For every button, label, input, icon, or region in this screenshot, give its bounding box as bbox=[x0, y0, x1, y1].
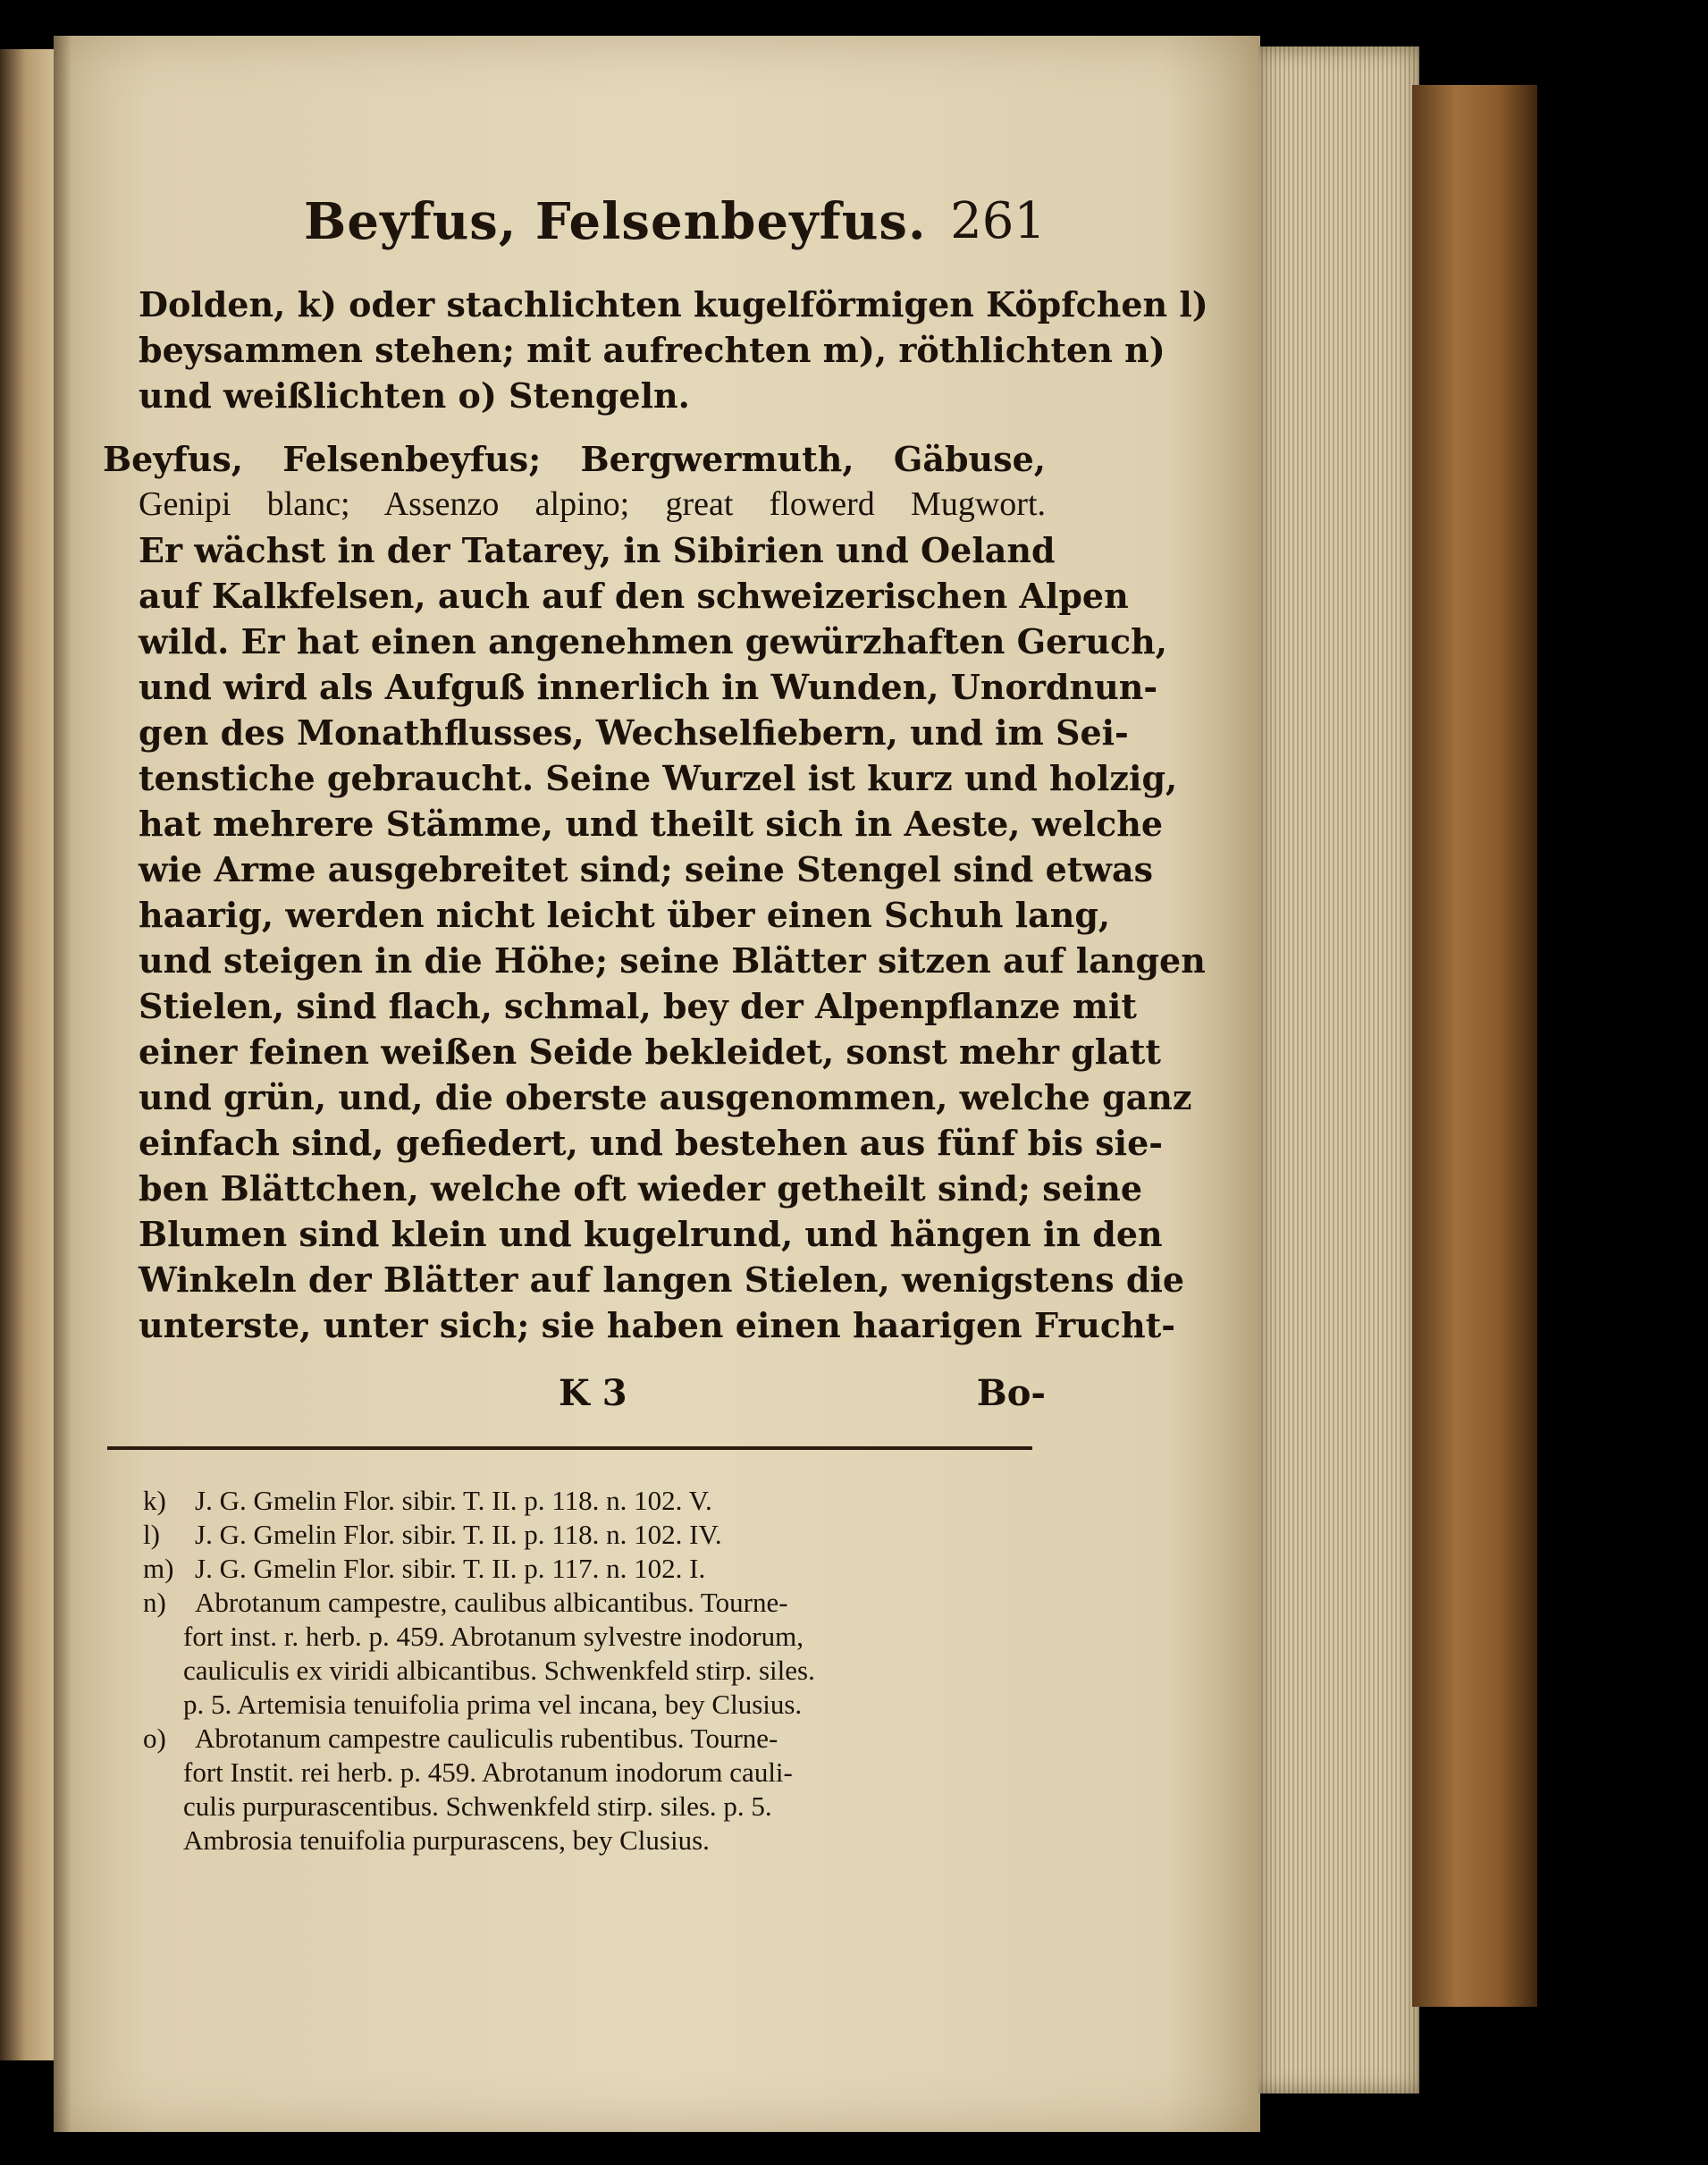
running-header bbox=[304, 192, 1046, 264]
text-line: hat mehrere Stämme, und theilt sich in Aeste, welche bbox=[139, 804, 1164, 844]
text-line: wild. Er hat einen angenehmen gewürzhaften Geruch, bbox=[139, 621, 1167, 661]
footnote-mark: n) bbox=[143, 1587, 166, 1618]
main-text bbox=[103, 282, 1208, 1348]
footnotes bbox=[143, 1484, 1037, 1858]
text-line: einfach sind, gefiedert, und bestehen aus fünf bis sie- bbox=[139, 1123, 1164, 1163]
footnote-text: Abrotanum campestre cauliculis rubentibus. Tourne- bbox=[195, 1723, 778, 1754]
text-line: Blumen sind klein und kugelrund, und hängen in den bbox=[139, 1214, 1163, 1254]
footnote-o bbox=[143, 1722, 1037, 1756]
page-number: 261 bbox=[950, 192, 1046, 250]
text-line: gen des Monathflusses, Wechselfiebern, und im Sei- bbox=[139, 712, 1129, 753]
footnote-text: Ambrosia tenuifolia purpurascens, bey Clusius. bbox=[183, 1824, 710, 1856]
text-line: wie Arme ausgebreitet sind; seine Stengel sind etwas bbox=[139, 849, 1154, 889]
text-line: auf Kalkfelsen, auch auf den schweizerischen Alpen bbox=[139, 576, 1129, 616]
footnote-mark: l) bbox=[143, 1519, 160, 1550]
text-line: ben Blättchen, welche oft wieder getheilt sind; seine bbox=[139, 1168, 1143, 1209]
footnote-text: J. G. Gmelin Flor. sibir. T. II. p. 118. n. 102. V. bbox=[195, 1485, 712, 1516]
footnote-text: J. G. Gmelin Flor. sibir. T. II. p. 117. n. 102. I. bbox=[195, 1553, 706, 1584]
entry-heading-line: Beyfus, Felsenbeyfus; Bergwermuth, Gäbuse, bbox=[103, 439, 1046, 479]
footnote-mark: m) bbox=[143, 1553, 174, 1584]
footnote-m bbox=[143, 1552, 1037, 1586]
text-line: Dolden, k) oder stachlichten kugelförmigen Köpfchen l) bbox=[139, 284, 1208, 324]
text-line: beysammen stehen; mit aufrechten m), röthlichten n) bbox=[139, 330, 1165, 370]
text-line: und grün, und, die oberste ausgenommen, welche ganz bbox=[139, 1077, 1192, 1117]
signature-mark: K 3 bbox=[559, 1372, 627, 1414]
text-line: und steigen in die Höhe; seine Blätter sitzen auf langen bbox=[139, 940, 1206, 981]
footnote-text: cauliculis ex viridi albicantibus. Schwenkfeld stirp. siles. bbox=[183, 1655, 815, 1686]
book-cover-edge bbox=[1412, 85, 1537, 2007]
catchword: Bo- bbox=[976, 1372, 1046, 1414]
footnote-text: culis purpurascentibus. Schwenkfeld stirp. siles. p. 5. bbox=[183, 1790, 772, 1822]
text-line: tenstiche gebraucht. Seine Wurzel ist kurz und holzig, bbox=[139, 758, 1178, 798]
page-block-edge bbox=[1258, 46, 1419, 2093]
text-line: Winkeln der Blätter auf langen Stielen, wenigstens die bbox=[139, 1259, 1185, 1300]
footnote-text: p. 5. Artemisia tenuifolia prima vel incana, bey Clusius. bbox=[183, 1689, 803, 1720]
running-title: Beyfus, Felsenbeyfus. bbox=[304, 192, 927, 251]
footnote-mark: o) bbox=[143, 1723, 166, 1754]
footnote-text: fort Instit. rei herb. p. 459. Abrotanum inodorum cauli- bbox=[183, 1756, 793, 1788]
footnote-l bbox=[143, 1518, 1037, 1552]
text-line: Stielen, sind flach, schmal, bey der Alpenpflanze mit bbox=[139, 986, 1137, 1026]
text-line: haarig, werden nicht leicht über einen Schuh lang, bbox=[139, 895, 1111, 935]
page-gutter bbox=[54, 36, 72, 2132]
footnote-n bbox=[143, 1586, 1037, 1620]
footnote-text: J. G. Gmelin Flor. sibir. T. II. p. 118. n. 102. IV. bbox=[195, 1519, 722, 1550]
footnote-mark: k) bbox=[143, 1485, 166, 1516]
text-line: Er wächst in der Tatarey, in Sibirien und Oeland bbox=[139, 530, 1056, 570]
text-line: unterste, unter sich; sie haben einen haarigen Frucht- bbox=[139, 1305, 1176, 1345]
footnote-text: Abrotanum campestre, caulibus albicantibus. Tourne- bbox=[195, 1587, 788, 1618]
footnote-rule bbox=[107, 1446, 1032, 1450]
text-line: einer feinen weißen Seide bekleidet, sonst mehr glatt bbox=[139, 1032, 1161, 1072]
footnote-text: fort inst. r. herb. p. 459. Abrotanum sylvestre inodorum, bbox=[183, 1621, 804, 1652]
text-line: Genipi blanc; Assenzo alpino; great flowerd Mugwort. bbox=[139, 485, 1046, 523]
text-line: und weißlichten o) Stengeln. bbox=[139, 375, 690, 416]
footnote-k bbox=[143, 1484, 1037, 1518]
text-line: und wird als Aufguß innerlich in Wunden, Unordnun- bbox=[139, 667, 1158, 707]
